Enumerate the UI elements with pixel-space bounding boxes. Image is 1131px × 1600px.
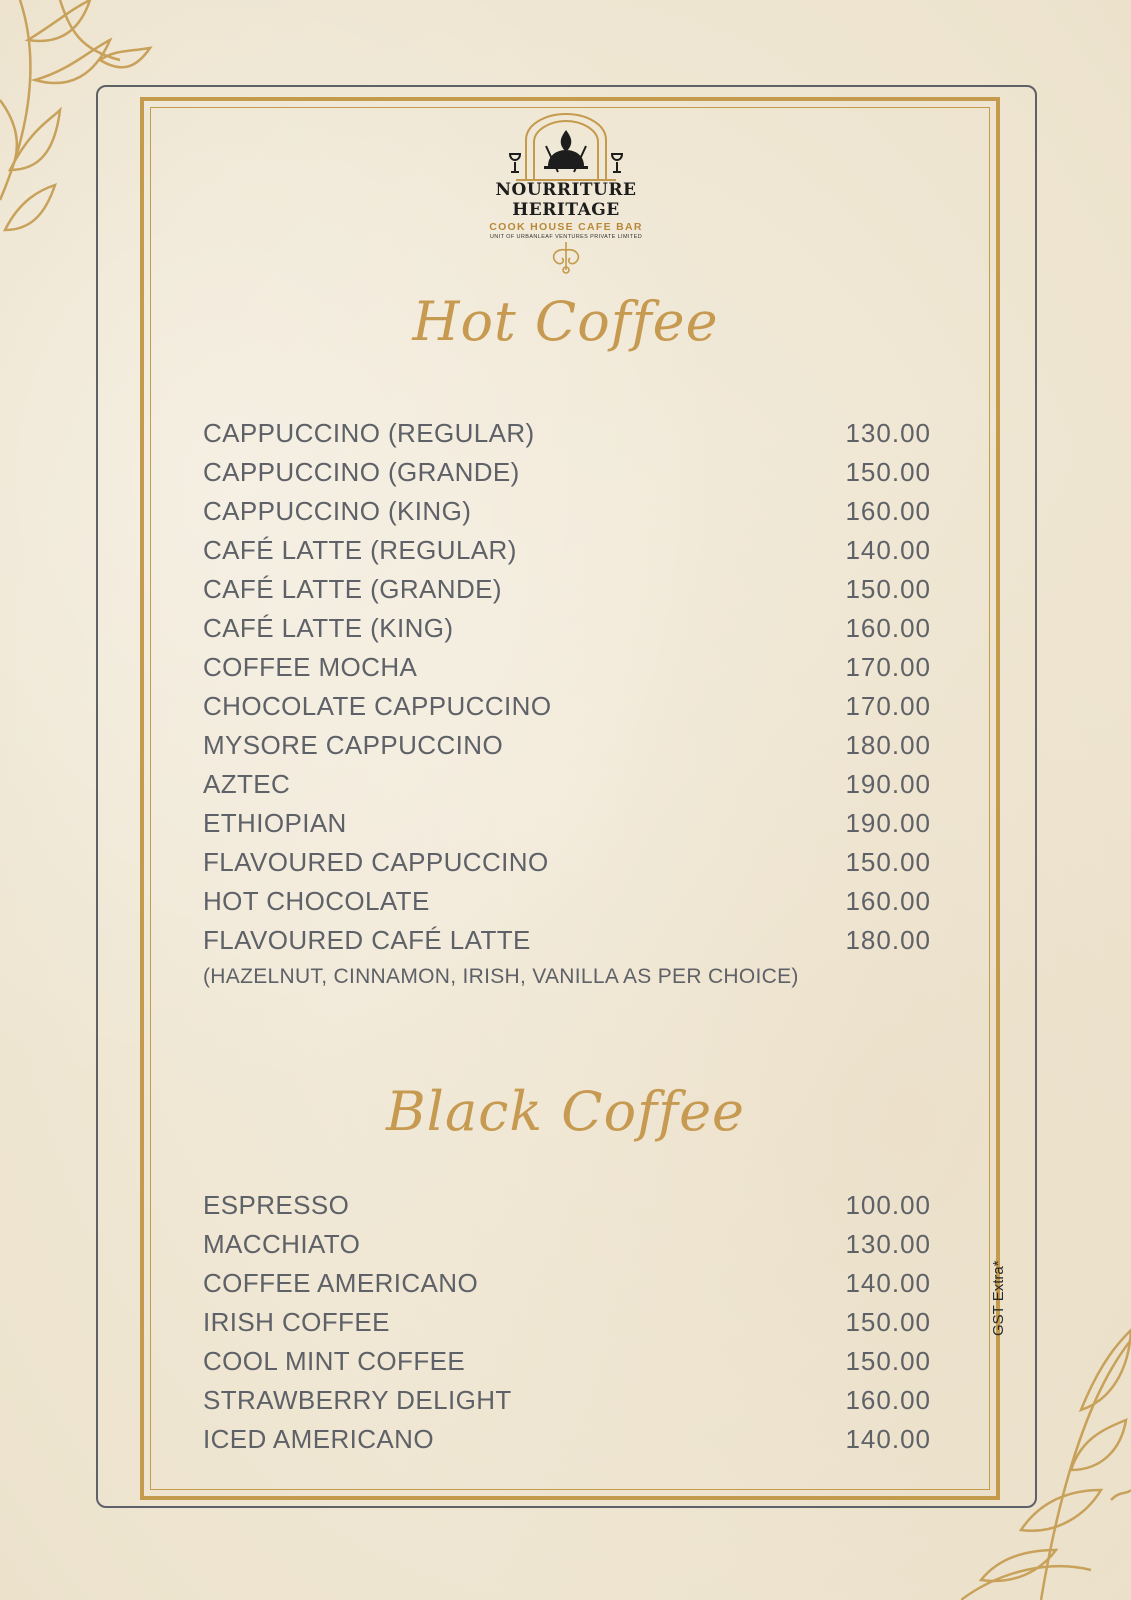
gst-note: GST Extra* [990, 1260, 1007, 1336]
item-price: 130.00 [845, 418, 931, 448]
brand-tagline: UNIT OF URBANLEAF VENTURES PRIVATE LIMITED [489, 234, 643, 240]
item-price: 190.00 [845, 769, 931, 799]
menu-item [203, 1264, 931, 1303]
menu-item [203, 531, 931, 570]
section-title-hot-coffee: Hot Coffee [412, 290, 719, 353]
brand-logo [460, 110, 672, 282]
section-title-black-coffee: Black Coffee [386, 1080, 745, 1143]
item-name: COFFEE AMERICANO [203, 1268, 479, 1298]
item-name: CAFÉ LATTE (KING) [203, 613, 454, 643]
item-price: 160.00 [845, 1385, 931, 1415]
menu-item [203, 609, 931, 648]
item-price: 160.00 [845, 886, 931, 916]
item-name: CAFÉ LATTE (GRANDE) [203, 574, 502, 604]
brand-subtitle: COOK HOUSE CAFE BAR [489, 221, 643, 233]
item-price: 150.00 [845, 457, 931, 487]
flavour-note: (HAZELNUT, CINNAMON, IRISH, VANILLA AS PER CHOICE) [203, 965, 799, 988]
menu-item [203, 492, 931, 531]
item-name: FLAVOURED CAFÉ LATTE [203, 925, 531, 955]
item-name: CAPPUCCINO (GRANDE) [203, 457, 520, 487]
menu-item [203, 570, 931, 609]
item-price: 140.00 [845, 535, 931, 565]
item-price: 130.00 [845, 1229, 931, 1259]
item-name: ETHIOPIAN [203, 808, 347, 838]
menu-item [203, 882, 931, 921]
menu-item [203, 804, 931, 843]
item-price: 150.00 [845, 574, 931, 604]
item-name: COFFEE MOCHA [203, 652, 418, 682]
brand-name: NOURRITURE HERITAGE [495, 180, 637, 220]
item-name: MYSORE CAPPUCCINO [203, 730, 504, 760]
menu-item [203, 921, 931, 960]
item-name: CAPPUCCINO (REGULAR) [203, 418, 535, 448]
wine-glass-icon [510, 154, 520, 160]
item-name: COOL MINT COFFEE [203, 1346, 466, 1376]
wine-glass-icon [612, 154, 622, 160]
item-price: 170.00 [845, 652, 931, 682]
item-price: 150.00 [845, 1346, 931, 1376]
menu-item [203, 1420, 931, 1459]
black-coffee-list [203, 1186, 931, 1459]
menu-item [203, 453, 931, 492]
item-name: ESPRESSO [203, 1190, 350, 1220]
flourish-icon [536, 240, 596, 274]
item-name: HOT CHOCOLATE [203, 886, 430, 916]
menu-item [203, 1381, 931, 1420]
menu-item [203, 1342, 931, 1381]
item-price: 180.00 [845, 730, 931, 760]
item-name: IRISH COFFEE [203, 1307, 390, 1337]
item-name: FLAVOURED CAPPUCCINO [203, 847, 549, 877]
item-price: 100.00 [845, 1190, 931, 1220]
menu-item [203, 648, 931, 687]
item-name: AZTEC [203, 769, 291, 799]
item-price: 160.00 [845, 613, 931, 643]
item-name: STRAWBERRY DELIGHT [203, 1385, 512, 1415]
item-name: CHOCOLATE CAPPUCCINO [203, 691, 552, 721]
menu-item [203, 1303, 931, 1342]
menu-item [203, 765, 931, 804]
item-name: CAFÉ LATTE (REGULAR) [203, 535, 517, 565]
item-name: CAPPUCCINO (KING) [203, 496, 472, 526]
item-price: 150.00 [845, 1307, 931, 1337]
item-name: ICED AMERICANO [203, 1424, 434, 1454]
item-price: 180.00 [845, 925, 931, 955]
menu-item [203, 1225, 931, 1264]
item-price: 150.00 [845, 847, 931, 877]
item-price: 160.00 [845, 496, 931, 526]
menu-item [203, 1186, 931, 1225]
menu-item [203, 414, 931, 453]
hot-coffee-list [203, 414, 931, 994]
item-name: MACCHIATO [203, 1229, 361, 1259]
menu-item [203, 687, 931, 726]
flame-icon [561, 130, 572, 152]
item-price: 140.00 [845, 1424, 931, 1454]
item-price: 170.00 [845, 691, 931, 721]
item-price: 140.00 [845, 1268, 931, 1298]
cloche-icon [486, 110, 646, 182]
menu-item [203, 843, 931, 882]
item-price: 190.00 [845, 808, 931, 838]
menu-item [203, 726, 931, 765]
